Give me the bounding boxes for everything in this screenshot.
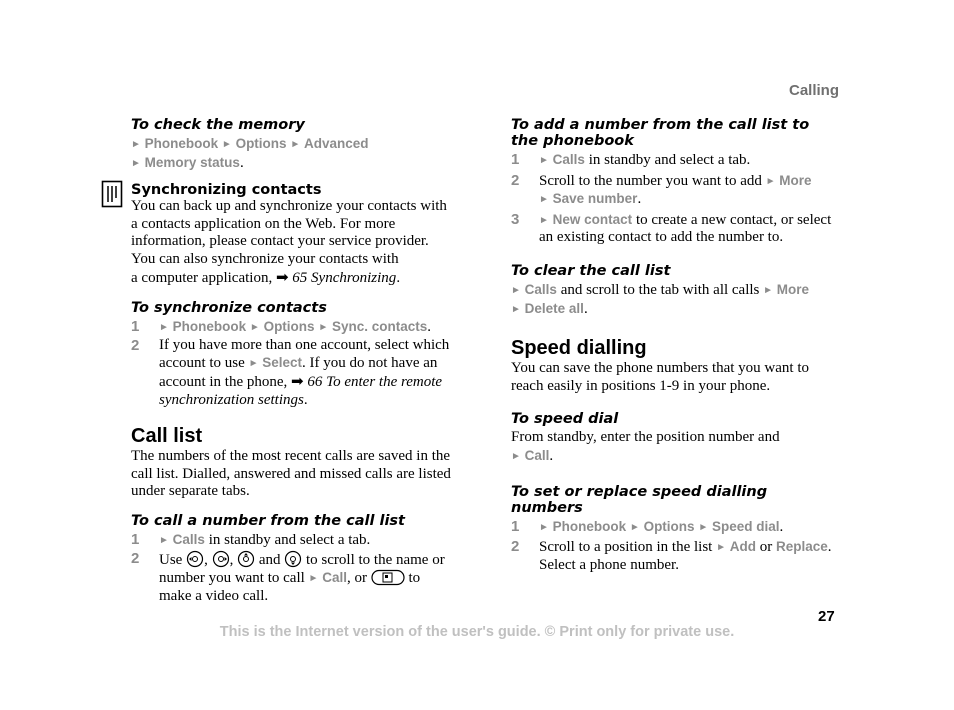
menu-advanced: Advanced (303, 136, 369, 151)
sync-note-text: You can back up and synchronize your contacts with a contacts application on the Web. For more information, please contact your service provider. You can also synchronize your contacts with (131, 198, 447, 267)
arrow-icon: ► (629, 521, 640, 533)
menu-save-number: Save number (552, 191, 638, 207)
menu-more: More (779, 172, 812, 188)
sync-task-block (131, 300, 453, 409)
arrow-icon: ► (511, 450, 521, 462)
menu-memory-status: Memory status (144, 154, 240, 170)
menu-options: Options (643, 518, 695, 534)
menu-delete-all: Delete all (524, 300, 584, 316)
set-speed-heading: To set or replace speed dialling numbers (511, 483, 768, 516)
nav-key-left-icon (186, 550, 204, 568)
arrow-icon: ► (539, 214, 549, 226)
menu-phonebook: Phonebook (172, 319, 247, 335)
check-memory-block (131, 117, 453, 172)
arrow-icon: ► (698, 521, 709, 533)
arrow-icon: ► (159, 534, 169, 546)
add-number-heading: To add a number from the call list to the phonebook (511, 117, 810, 149)
arrow-icon: ► (249, 322, 260, 334)
arrow-icon: ► (290, 139, 301, 150)
add-step-3: 3 ► New contact to create a new contact, or select an existing contact to add the number to. (511, 210, 832, 246)
sync-note-heading: Synchronizing contacts (131, 182, 322, 199)
note-icon (101, 180, 123, 208)
menu-select: Select (262, 355, 302, 371)
speed-dial-heading: To speed dial (511, 411, 619, 428)
arrow-icon: ► (511, 284, 521, 296)
arrow-icon: ► (131, 157, 141, 169)
set-step-2: 2 Scroll to a position in the list ► Add or Replace. Select a phone number. (511, 538, 832, 573)
clear-list-text: ► Calls and scroll to the tab with all calls ► More ► Delete all. (511, 281, 810, 317)
call-number-block (131, 513, 453, 605)
right-column (511, 117, 841, 574)
arrow-icon: ► (221, 139, 232, 150)
call-step-1: 1 ► Calls in standby and select a tab. (131, 530, 371, 548)
menu-calls: Calls (172, 531, 205, 547)
arrow-icon: ► (159, 322, 169, 334)
menu-new-contact: New contact (552, 211, 633, 227)
call-list-section (131, 424, 453, 501)
menu-calls: Calls (524, 281, 557, 297)
remote-sync-ref-link[interactable]: 66 To enter the remote synchronization settings (159, 373, 443, 408)
arrow-icon: ► (539, 521, 549, 533)
arrow-icon: ► (539, 155, 549, 166)
menu-sync-contacts: Sync. contacts (331, 319, 428, 335)
menu-add: Add (729, 539, 756, 555)
sync-step-1: 1 ► Phonebook ► Options ► Sync. contacts. (131, 318, 432, 336)
arrow-icon: ► (765, 175, 776, 187)
arrow-icon: ► (318, 322, 329, 334)
speed-dialling-body: You can save the phone numbers that you want to reach easily in positions 1-9 in your phone. (511, 360, 810, 394)
menu-call: Call (322, 570, 347, 586)
arrow-icon: ► (248, 358, 259, 370)
add-number-block (511, 117, 841, 247)
menu-more: More (776, 281, 810, 297)
clear-list-block (511, 263, 841, 318)
clear-list-heading: To clear the call list (511, 262, 671, 279)
nav-key-down-icon (284, 550, 302, 568)
menu-calls: Calls (552, 152, 585, 167)
menu-phonebook: Phonebook (144, 136, 219, 151)
footer-notice: This is the Internet version of the user's guide. © Print only for private use. (219, 624, 735, 640)
menu-options: Options (235, 136, 287, 151)
call-step-2: 2 Use , , and to scroll to the name or number you want to call ► Call, or to make a video call. (131, 549, 445, 604)
page-number: 27 (818, 608, 835, 625)
arrow-icon: ► (716, 542, 726, 554)
nav-key-right-icon (212, 550, 230, 568)
speed-dial-block (511, 411, 841, 465)
set-step-1: 1 ► Phonebook ► Options ► Speed dial. (511, 517, 784, 535)
nav-key-up-icon (237, 550, 255, 568)
menu-phonebook: Phonebook (552, 518, 627, 534)
menu-options: Options (263, 319, 315, 335)
add-step-2: 2 Scroll to the number you want to add ► More ► Save number. (511, 171, 812, 208)
call-list-body: The numbers of the most recent calls are saved in the call list. Dialled, answered and missed calls are listed under separate tabs. (131, 448, 451, 500)
menu-replace: Replace (775, 539, 828, 555)
section-header: Calling (788, 82, 839, 99)
sync-task-heading: To synchronize contacts (131, 300, 327, 317)
call-number-heading: To call a number from the call list (131, 512, 405, 529)
menu-call: Call (524, 447, 550, 463)
check-memory-path: ► Phonebook ► Options ► Advanced ► Memory status. (131, 136, 369, 171)
arrow-icon: ► (511, 303, 521, 315)
set-speed-block (511, 484, 841, 575)
speed-dialling-section (511, 336, 841, 395)
arrow-icon: ► (763, 284, 774, 296)
reference-arrow-icon: ➡ (291, 371, 304, 390)
video-call-key-icon (371, 569, 405, 586)
arrow-icon: ► (131, 139, 141, 150)
sync-note-block (131, 182, 453, 287)
reference-arrow-icon: ➡ (275, 267, 289, 286)
add-step-1: 1 ► Calls in standby and select a tab. (511, 151, 751, 168)
speed-dialling-heading: Speed dialling (511, 337, 647, 360)
speed-dial-text: From standby, enter the position number and ► Call. (511, 429, 780, 464)
left-column (131, 117, 453, 605)
sync-note-text-2: a computer application, ➡ 65 Synchronizing. (131, 267, 401, 286)
arrow-icon: ► (539, 194, 549, 206)
check-memory-heading: To check the memory (131, 117, 305, 133)
menu-speed-dial: Speed dial (711, 518, 780, 534)
arrow-icon: ► (308, 573, 319, 585)
call-list-heading: Call list (131, 425, 203, 448)
sync-step-2: 2 If you have more than one account, select which account to use ► Select. If you do not have an account in the phone, ➡ 66 To enter the remote synchronization settings. (131, 336, 450, 408)
sync-ref-link[interactable]: 65 Synchronizing (292, 269, 397, 286)
